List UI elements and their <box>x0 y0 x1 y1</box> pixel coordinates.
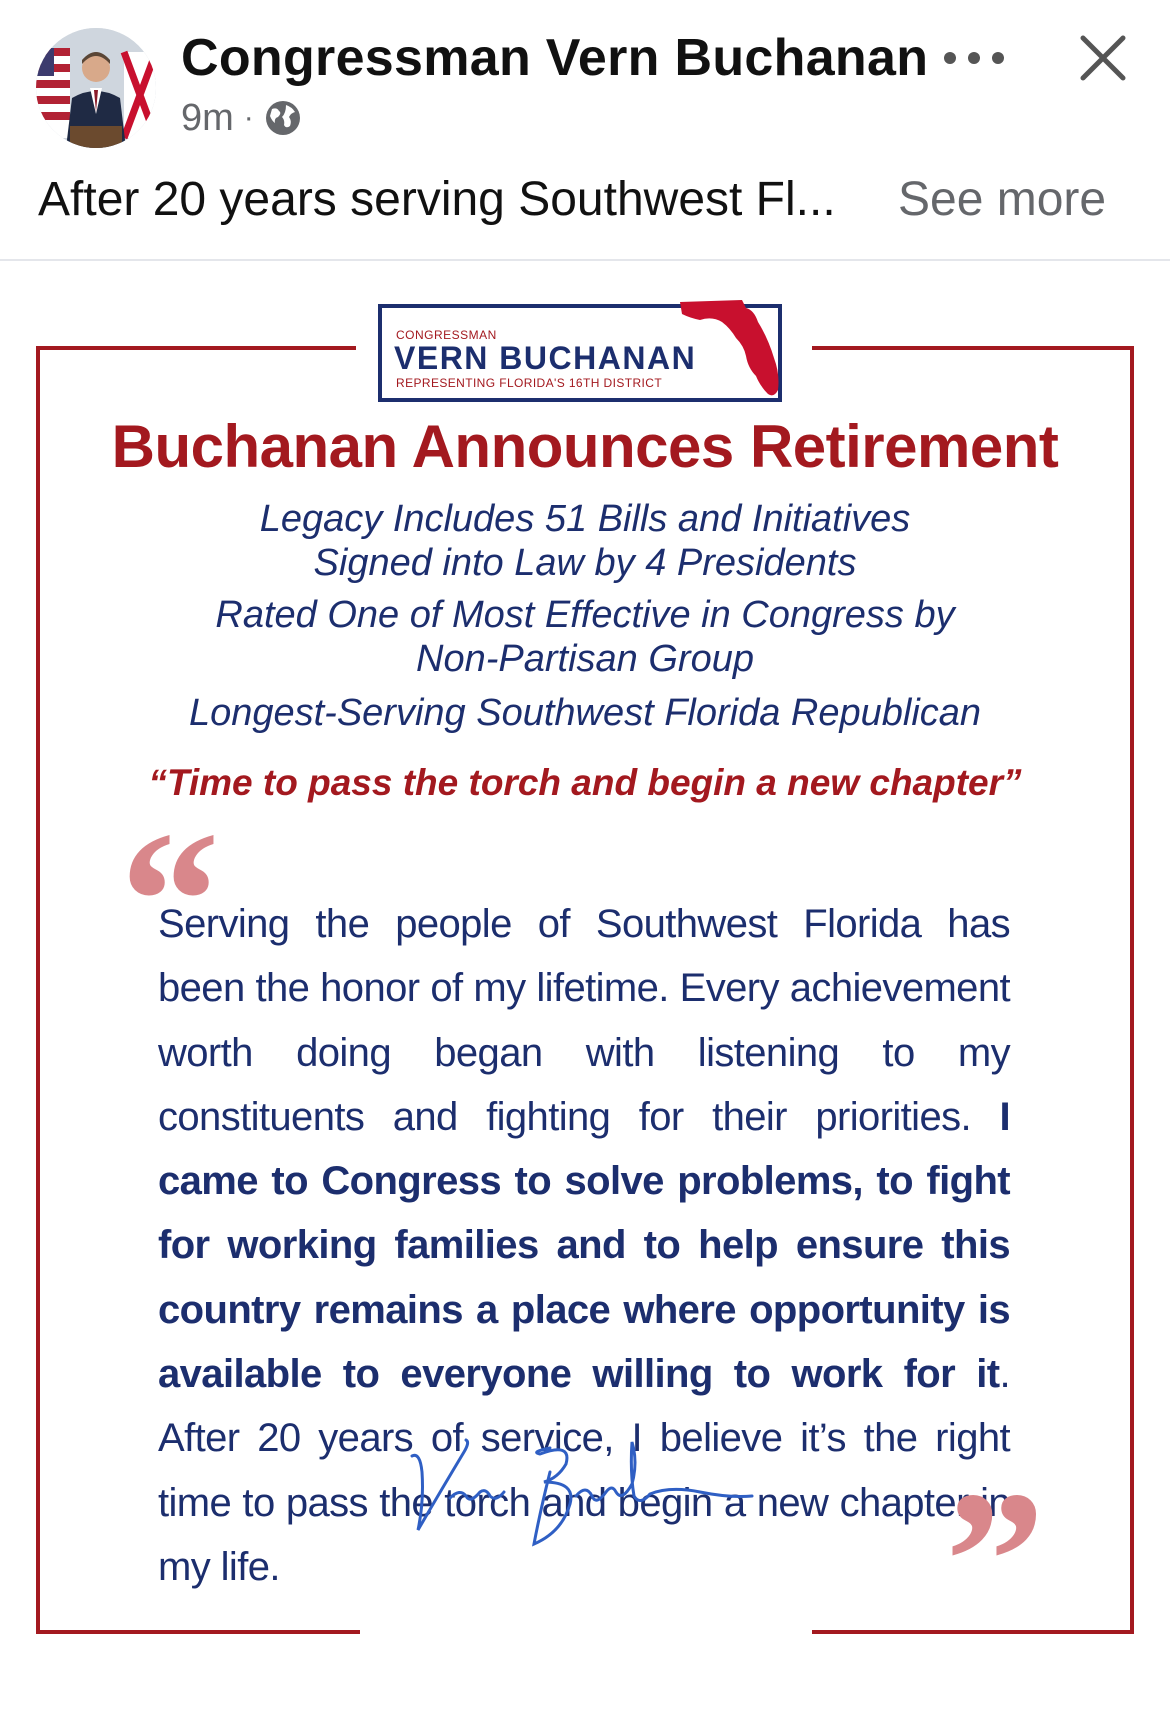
divider <box>0 259 1170 261</box>
florida-map-icon <box>678 298 788 400</box>
torch-quote: “Time to pass the torch and begin a new chapter” <box>148 762 1022 803</box>
statement-bold: I came to Congress to solve problems, to fight for working families and to help ensure this country remains a place where opportunity is available to everyone willing to work for it <box>158 1094 1010 1397</box>
statement-part-2: . After 20 years of service, I believe it’s the right time to pass the torch and begin a new chapter in my life. <box>158 1352 1010 1589</box>
open-quote-mark: “ <box>120 791 220 1012</box>
subhead-3: Rated One of Most Effective in Congress by <box>215 594 955 636</box>
frame-bottom-left <box>36 1630 360 1634</box>
statement-part-1: Serving the people of Southwest Florida has been the honor of my lifetime. Every achievement worth doing began with listening to my constituents and fighting for their priorities. <box>158 902 1010 1139</box>
post-header <box>0 0 1170 262</box>
subhead-1: Legacy Includes 51 Bills and Initiatives <box>259 498 911 540</box>
see-more-link[interactable]: See more <box>898 173 1107 226</box>
post-meta <box>181 96 302 140</box>
subhead-5: Longest-Serving Southwest Florida Republican <box>188 692 982 734</box>
close-quote-mark: ” <box>945 1451 1045 1672</box>
headline: Buchanan Announces Retirement <box>111 413 1059 480</box>
subhead-4: Non-Partisan Group <box>416 638 754 680</box>
post-time[interactable]: 9m <box>181 96 234 139</box>
frame-top-right <box>812 346 1134 350</box>
more-options-icon[interactable] <box>944 38 1004 78</box>
globe-icon[interactable] <box>264 99 302 137</box>
logo-title: CONGRESSMAN <box>396 328 497 342</box>
author-name[interactable]: Congressman Vern Buchanan <box>181 29 929 87</box>
close-icon[interactable] <box>1078 33 1128 83</box>
logo-name: VERN BUCHANAN <box>394 340 697 376</box>
author-avatar[interactable] <box>36 28 156 148</box>
subhead-2: Signed into Law by 4 Presidents <box>313 542 857 584</box>
post-text: After 20 years serving Southwest Fl... <box>38 173 836 226</box>
logo-district: REPRESENTING FLORIDA'S 16TH DISTRICT <box>396 376 663 390</box>
meta-separator: · <box>243 101 254 134</box>
frame-top-left <box>36 346 356 350</box>
announcement-image[interactable] <box>0 262 1170 1730</box>
signature <box>400 1412 760 1552</box>
